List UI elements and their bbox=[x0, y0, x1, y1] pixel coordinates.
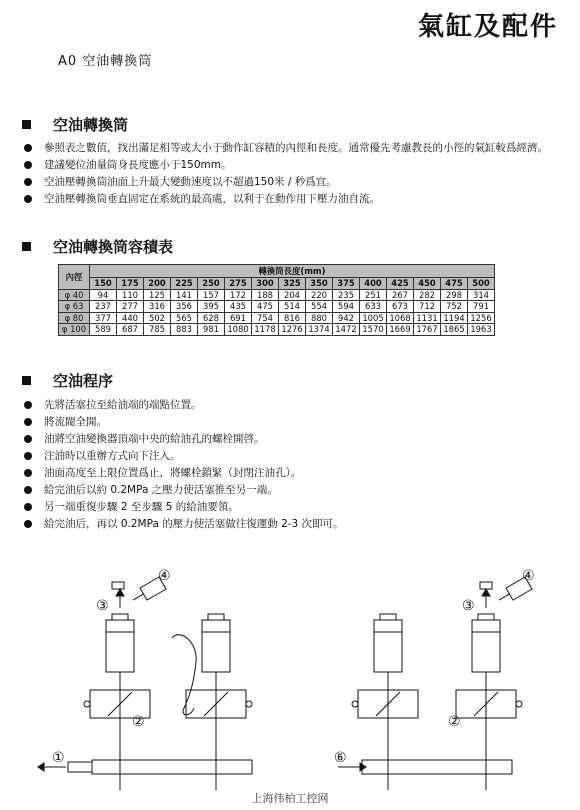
square-bullet-icon bbox=[22, 120, 31, 129]
table-cell: 1963 bbox=[468, 324, 495, 336]
step-label-2: ② bbox=[448, 714, 461, 730]
table-cell: 94 bbox=[90, 289, 117, 301]
section-title: 空油程序 bbox=[53, 372, 114, 390]
table-row bbox=[59, 312, 495, 324]
list-item: 參照表之數值，找出滿足相等或大小于動作缸容積的內徑和長度。通常優先考慮教長的小徑的氣缸較爲經濟。 bbox=[22, 140, 562, 157]
table-cell: 628 bbox=[198, 312, 225, 324]
page-title: 氣缸及配件 bbox=[417, 12, 558, 42]
oil-plug bbox=[480, 582, 492, 589]
section-heading-oil-procedure bbox=[22, 370, 113, 391]
table-length-cell: 425 bbox=[387, 278, 414, 290]
table-cell: 282 bbox=[414, 289, 441, 301]
table-length-cell: 250 bbox=[198, 278, 225, 290]
table-length-row bbox=[59, 278, 495, 290]
procedure-bullet-list bbox=[22, 397, 562, 533]
step-label-4: ④ bbox=[158, 568, 171, 584]
table-cell: 554 bbox=[306, 301, 333, 313]
table-cell: 514 bbox=[279, 301, 306, 313]
table-bore-cell: φ 63 bbox=[59, 301, 90, 313]
table-cell: 1194 bbox=[441, 312, 468, 324]
table-cell: 1256 bbox=[468, 312, 495, 324]
table-cell: 235 bbox=[333, 289, 360, 301]
table-cell: 251 bbox=[360, 289, 387, 301]
table-length-cell: 450 bbox=[414, 278, 441, 290]
table-length-cell: 500 bbox=[468, 278, 495, 290]
table-cell: 1669 bbox=[387, 324, 414, 336]
list-item: 給完油后，再以 0.2MPa 的壓力使活塞做往復運動 2-3 次即可。 bbox=[22, 516, 562, 533]
table-cell: 691 bbox=[225, 312, 252, 324]
step-label-4: ④ bbox=[522, 568, 535, 584]
table-cell: 752 bbox=[441, 301, 468, 313]
table-cell: 594 bbox=[333, 301, 360, 313]
table-bore-cell: φ 100 bbox=[59, 324, 90, 336]
table-cell: 791 bbox=[468, 301, 495, 313]
table-cell: 172 bbox=[225, 289, 252, 301]
table-cell: 633 bbox=[360, 301, 387, 313]
converter-tank bbox=[374, 620, 402, 672]
list-item: 將流閥全開。 bbox=[22, 414, 562, 431]
section-heading-converter bbox=[22, 114, 128, 135]
table-cell: 673 bbox=[387, 301, 414, 313]
table-cell: 565 bbox=[171, 312, 198, 324]
cylinder bbox=[92, 760, 252, 774]
table-cell: 1080 bbox=[225, 324, 252, 336]
table-cell: 141 bbox=[171, 289, 198, 301]
table-length-cell: 375 bbox=[333, 278, 360, 290]
table-cell: 267 bbox=[387, 289, 414, 301]
table-cell: 712 bbox=[414, 301, 441, 313]
table-length-cell: 200 bbox=[144, 278, 171, 290]
table-row bbox=[59, 324, 495, 336]
step-label-2: ② bbox=[132, 714, 145, 730]
table-cell: 316 bbox=[144, 301, 171, 313]
page-subtitle: A0 空油轉換筒 bbox=[58, 54, 153, 69]
list-item: 給完油后以約 0.2MPa 之壓力使活塞推至另一端。 bbox=[22, 482, 562, 499]
left-system bbox=[38, 577, 252, 790]
list-item: 注油時以重辦方式向下注入。 bbox=[22, 448, 562, 465]
table-cell: 589 bbox=[90, 324, 117, 336]
table-cell: 883 bbox=[171, 324, 198, 336]
table-cell: 314 bbox=[468, 289, 495, 301]
table-length-cell: 300 bbox=[252, 278, 279, 290]
table-length-cell: 225 bbox=[171, 278, 198, 290]
table-cell: 1767 bbox=[414, 324, 441, 336]
table-cell: 188 bbox=[252, 289, 279, 301]
table-length-cell: 350 bbox=[306, 278, 333, 290]
section-heading-volume-table bbox=[22, 236, 173, 257]
table-length-cell: 475 bbox=[441, 278, 468, 290]
list-item: 建議變位油量筒身長度應小于150mm。 bbox=[22, 157, 562, 174]
table-cell: 237 bbox=[90, 301, 117, 313]
table-bore-cell: φ 80 bbox=[59, 312, 90, 324]
table-cell: 110 bbox=[117, 289, 144, 301]
table-row bbox=[59, 301, 495, 313]
table-row-header: 內徑 bbox=[59, 265, 90, 290]
table-cell: 1005 bbox=[360, 312, 387, 324]
list-item: 空油壓轉換筒油面上升最大變動速度以不超過150米 / 秒爲宜。 bbox=[22, 174, 562, 191]
table-length-cell: 150 bbox=[90, 278, 117, 290]
table-cell: 204 bbox=[279, 289, 306, 301]
converter-tank bbox=[106, 620, 134, 672]
table-length-cell: 325 bbox=[279, 278, 306, 290]
table-cell: 125 bbox=[144, 289, 171, 301]
table-cell: 475 bbox=[252, 301, 279, 313]
step-label-3: ③ bbox=[462, 598, 475, 614]
converter-tank bbox=[202, 620, 230, 672]
oil-filling-diagram bbox=[0, 558, 580, 790]
section-title: 空油轉換筒 bbox=[53, 116, 129, 134]
volume-table bbox=[58, 264, 495, 336]
table-cell: 220 bbox=[306, 289, 333, 301]
table-cell: 754 bbox=[252, 312, 279, 324]
step-label-3: ③ bbox=[96, 598, 109, 614]
table-cell: 502 bbox=[144, 312, 171, 324]
table-cell: 1570 bbox=[360, 324, 387, 336]
table-cell: 1068 bbox=[387, 312, 414, 324]
table-cell: 1178 bbox=[252, 324, 279, 336]
table-cell: 816 bbox=[279, 312, 306, 324]
table-cell: 377 bbox=[90, 312, 117, 324]
table-cell: 880 bbox=[306, 312, 333, 324]
table-column-header: 轉換筒長度(mm) bbox=[90, 265, 495, 278]
table-cell: 1131 bbox=[414, 312, 441, 324]
section-title: 空油轉換筒容積表 bbox=[53, 238, 174, 256]
table-cell: 157 bbox=[198, 289, 225, 301]
list-item: 油面高度至上限位置爲止，將螺栓鎖緊（封閉注油孔）。 bbox=[22, 465, 562, 482]
table-cell: 1472 bbox=[333, 324, 360, 336]
converter-tank bbox=[472, 620, 500, 672]
step-label-1: ① bbox=[52, 750, 65, 766]
cylinder bbox=[362, 760, 512, 774]
list-item: 另一端重復步驟 2 至步驟 5 的給油要領。 bbox=[22, 499, 562, 516]
table-length-cell: 175 bbox=[117, 278, 144, 290]
right-system bbox=[338, 577, 532, 790]
table-cell: 687 bbox=[117, 324, 144, 336]
table-length-cell: 400 bbox=[360, 278, 387, 290]
table-cell: 785 bbox=[144, 324, 171, 336]
table-cell: 440 bbox=[117, 312, 144, 324]
list-item: 先將活塞拉至給油端的端點位置。 bbox=[22, 397, 562, 414]
table-bore-cell: φ 40 bbox=[59, 289, 90, 301]
list-item: 空油壓轉換筒垂直固定在系統的最高處，以利于在動作用下壓力油自流。 bbox=[22, 191, 562, 208]
table-cell: 1276 bbox=[279, 324, 306, 336]
footer-watermark: 上海伟柏工控网 bbox=[251, 792, 329, 805]
table-cell: 1374 bbox=[306, 324, 333, 336]
table-length-cell: 275 bbox=[225, 278, 252, 290]
table-cell: 356 bbox=[171, 301, 198, 313]
list-item: 油將空油變換器頂端中央的給油孔的螺栓開啓。 bbox=[22, 431, 562, 448]
table-cell: 298 bbox=[441, 289, 468, 301]
step-label-6: ⑥ bbox=[334, 750, 347, 766]
table-cell: 277 bbox=[117, 301, 144, 313]
table-cell: 981 bbox=[198, 324, 225, 336]
square-bullet-icon bbox=[22, 376, 31, 385]
table-cell: 1865 bbox=[441, 324, 468, 336]
square-bullet-icon bbox=[22, 242, 31, 251]
converter-bullet-list bbox=[22, 140, 562, 208]
table-cell: 942 bbox=[333, 312, 360, 324]
table-cell: 435 bbox=[225, 301, 252, 313]
table-cell: 395 bbox=[198, 301, 225, 313]
table-row bbox=[59, 289, 495, 301]
oil-plug bbox=[112, 582, 124, 589]
